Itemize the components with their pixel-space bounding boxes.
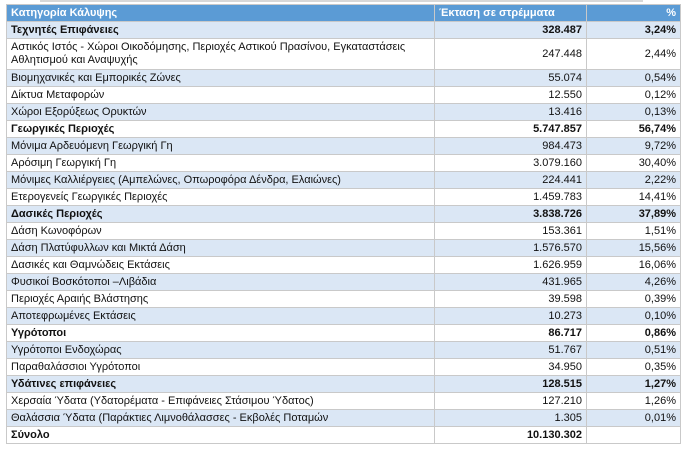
area-cell: 51.767 — [435, 342, 587, 359]
table-row-category — [7, 325, 681, 342]
area-cell: 10.130.302 — [435, 427, 587, 444]
header-area: Έκταση σε στρέμματα — [435, 5, 587, 22]
header-category: Κατηγορία Κάλυψης — [7, 5, 435, 22]
table-row — [7, 240, 681, 257]
table-row — [7, 104, 681, 121]
category-cell: Χερσαία Ύδατα (Υδατορέματα - Επιφάνειες Στάσιμου Ύδατος) — [7, 393, 435, 410]
table-row — [7, 138, 681, 155]
area-cell: 984.473 — [435, 138, 587, 155]
table-row — [7, 257, 681, 274]
table-row — [7, 87, 681, 104]
header-percent: % — [587, 5, 681, 22]
category-cell: Ετερογενείς Γεωργικές Περιοχές — [7, 189, 435, 206]
percent-cell: 0,39% — [587, 291, 681, 308]
percent-cell: 0,01% — [587, 410, 681, 427]
percent-cell: 0,12% — [587, 87, 681, 104]
category-cell: Δάση Κωνοφόρων — [7, 223, 435, 240]
table-row — [7, 291, 681, 308]
percent-cell: 0,51% — [587, 342, 681, 359]
category-cell: Αρόσιμη Γεωργική Γη — [7, 155, 435, 172]
area-cell: 12.550 — [435, 87, 587, 104]
percent-cell: 2,22% — [587, 172, 681, 189]
area-cell: 55.074 — [435, 70, 587, 87]
percent-cell: 16,06% — [587, 257, 681, 274]
percent-cell: 0,10% — [587, 308, 681, 325]
area-cell: 153.361 — [435, 223, 587, 240]
percent-cell: 30,40% — [587, 155, 681, 172]
category-cell: Αστικός Ιστός - Χώροι Οικοδόμησης, Περιοχές Αστικού Πρασίνου, Εγκαταστάσεις Αθλητισμού και Αναψυχής — [7, 39, 435, 70]
percent-cell: 3,24% — [587, 22, 681, 39]
category-cell: Θαλάσσια Ύδατα (Παράκτιες Λιμνοθάλασσες - Εκβολές Ποταμών — [7, 410, 435, 427]
category-cell: Τεχνητές Επιφάνειες — [7, 22, 435, 39]
area-cell: 34.950 — [435, 359, 587, 376]
table-row — [7, 223, 681, 240]
category-cell: Χώροι Εξορύξεως Ορυκτών — [7, 104, 435, 121]
percent-cell: 56,74% — [587, 121, 681, 138]
table-row — [7, 172, 681, 189]
percent-cell: 0,86% — [587, 325, 681, 342]
percent-cell: 15,56% — [587, 240, 681, 257]
category-cell: Μόνιμα Αρδευόμενη Γεωργική Γη — [7, 138, 435, 155]
area-cell: 5.747.857 — [435, 121, 587, 138]
table-row — [7, 410, 681, 427]
table-row-category — [7, 376, 681, 393]
table-row — [7, 359, 681, 376]
area-cell: 3.838.726 — [435, 206, 587, 223]
area-cell: 13.416 — [435, 104, 587, 121]
percent-cell: 4,26% — [587, 274, 681, 291]
table-row — [7, 274, 681, 291]
category-cell: Μόνιμες Καλλιέργειες (Αμπελώνες, Οπωροφόρα Δένδρα, Ελαιώνες) — [7, 172, 435, 189]
table-row — [7, 70, 681, 87]
percent-cell: 14,41% — [587, 189, 681, 206]
table-body — [7, 22, 681, 444]
percent-cell — [587, 427, 681, 444]
percent-cell: 9,72% — [587, 138, 681, 155]
table-row-category — [7, 206, 681, 223]
category-cell: Παραθαλάσσιοι Υγρότοποι — [7, 359, 435, 376]
category-cell: Δίκτυα Μεταφορών — [7, 87, 435, 104]
area-cell: 224.441 — [435, 172, 587, 189]
area-cell: 1.305 — [435, 410, 587, 427]
category-cell: Δασικές και Θαμνώδεις Εκτάσεις — [7, 257, 435, 274]
area-cell: 128.515 — [435, 376, 587, 393]
table-row — [7, 189, 681, 206]
area-cell: 39.598 — [435, 291, 587, 308]
area-cell: 86.717 — [435, 325, 587, 342]
table-row — [7, 342, 681, 359]
table-row-category — [7, 427, 681, 444]
percent-cell: 1,51% — [587, 223, 681, 240]
area-cell: 431.965 — [435, 274, 587, 291]
area-cell: 1.626.959 — [435, 257, 587, 274]
category-cell: Δασικές Περιοχές — [7, 206, 435, 223]
percent-cell: 0,35% — [587, 359, 681, 376]
category-cell: Υγρότοποι Ενδοχώρας — [7, 342, 435, 359]
table-row — [7, 393, 681, 410]
table-row — [7, 308, 681, 325]
area-cell: 10.273 — [435, 308, 587, 325]
table-row — [7, 155, 681, 172]
category-cell: Φυσικοί Βοσκότοποι –Λιβάδια — [7, 274, 435, 291]
percent-cell: 1,27% — [587, 376, 681, 393]
percent-cell: 0,13% — [587, 104, 681, 121]
category-cell: Περιοχές Αραιής Βλάστησης — [7, 291, 435, 308]
percent-cell: 2,44% — [587, 39, 681, 70]
category-cell: Αποτεφρωμένες Εκτάσεις — [7, 308, 435, 325]
table-row — [7, 39, 681, 70]
table-row-category — [7, 121, 681, 138]
category-cell: Βιομηχανικές και Εμπορικές Ζώνες — [7, 70, 435, 87]
category-cell: Υγρότοποι — [7, 325, 435, 342]
category-cell: Γεωργικές Περιοχές — [7, 121, 435, 138]
table-header-row — [7, 5, 681, 22]
area-cell: 1.459.783 — [435, 189, 587, 206]
area-cell: 3.079.160 — [435, 155, 587, 172]
area-cell: 328.487 — [435, 22, 587, 39]
area-cell: 127.210 — [435, 393, 587, 410]
land-cover-table — [6, 4, 681, 444]
table-row-category — [7, 22, 681, 39]
area-cell: 1.576.570 — [435, 240, 587, 257]
percent-cell: 37,89% — [587, 206, 681, 223]
percent-cell: 0,54% — [587, 70, 681, 87]
category-cell: Δάση Πλατύφυλλων και Μικτά Δάση — [7, 240, 435, 257]
area-cell: 247.448 — [435, 39, 587, 70]
percent-cell: 1,26% — [587, 393, 681, 410]
category-cell: Υδάτινες επιφάνειες — [7, 376, 435, 393]
category-cell: Σύνολο — [7, 427, 435, 444]
